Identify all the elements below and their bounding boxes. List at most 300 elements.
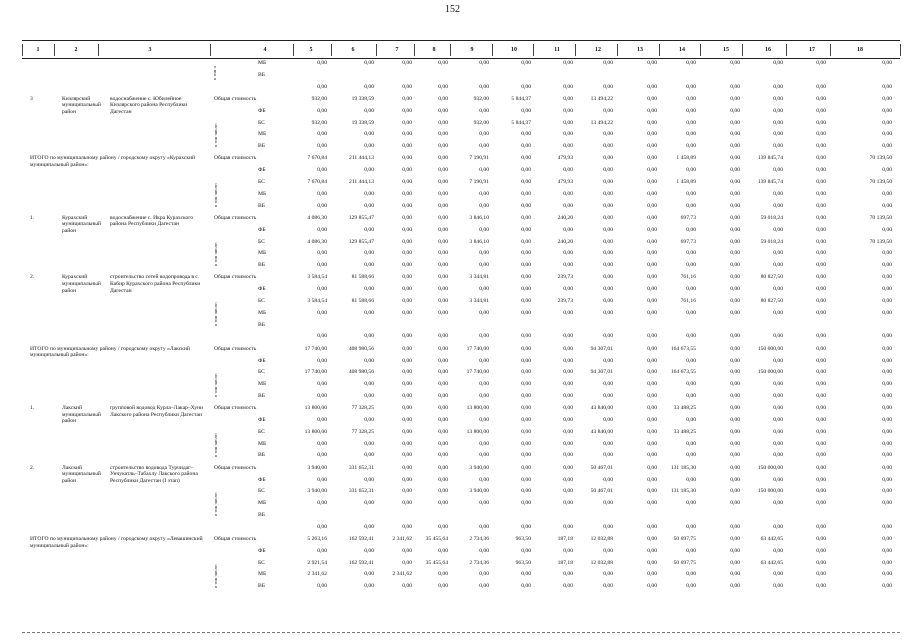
amount-cell: 0,00 (773, 428, 783, 435)
amount-cell: 0,00 (563, 286, 573, 293)
amount-cell: 0,00 (773, 417, 783, 423)
amount-cell: 0,00 (603, 333, 613, 340)
amount-cell: 150 000,00 (757, 488, 783, 495)
amount-cell: 0,00 (521, 60, 531, 66)
amount-cell: 0,00 (317, 190, 327, 197)
amount-cell: 0,00 (402, 309, 412, 316)
amount-cell: 0,00 (317, 333, 327, 340)
total-cost-label: Общая стоимость (214, 95, 257, 102)
amount-cell: 81 588,66 (351, 298, 374, 304)
amount-cell: 0,00 (647, 238, 657, 245)
amount-cell: 0,00 (647, 250, 657, 257)
amount-cell: 0,00 (479, 440, 489, 447)
funding-source-code: БС (258, 179, 265, 185)
amount-cell: 0,00 (816, 488, 826, 495)
amount-cell: 0,00 (364, 83, 374, 90)
funding-source-code: БС (258, 369, 265, 376)
amount-cell: 0,00 (521, 179, 531, 185)
amount-cell: 0,00 (438, 523, 448, 530)
amount-cell: 0,00 (816, 262, 826, 269)
amount-cell: 0,00 (438, 274, 448, 281)
amount-cell: 0,00 (479, 476, 489, 483)
amount-cell: 0,00 (479, 190, 489, 197)
amount-cell: 0,00 (521, 286, 531, 293)
amount-cell: 5 844,37 (511, 119, 531, 126)
header-divider (492, 44, 493, 56)
funding-source-code: ФБ (258, 167, 266, 174)
amount-cell: 17 740,00 (466, 345, 489, 352)
amount-cell: 0,00 (563, 452, 573, 459)
amount-cell: 35 455,64 (425, 536, 448, 542)
column-header: 1 (36, 47, 40, 53)
amount-cell: 0,00 (882, 143, 892, 150)
amount-cell: 0,00 (730, 131, 740, 138)
amount-cell: 211 444,13 (349, 155, 374, 162)
amount-cell: 0,00 (816, 286, 826, 293)
amount-cell: 0,00 (364, 357, 374, 364)
amount-cell: 0,00 (686, 452, 696, 459)
amount-cell: 0,00 (402, 417, 412, 423)
amount-cell: 0,00 (773, 143, 783, 150)
amount-cell: 0,00 (521, 405, 531, 412)
amount-cell: 0,00 (402, 167, 412, 174)
amount-cell: 932,00 (311, 95, 327, 102)
funding-source-code: ФБ (258, 357, 266, 364)
funding-source-code: БС (258, 428, 265, 435)
amount-cell: 0,00 (402, 190, 412, 197)
amount-cell: 2 341,62 (392, 536, 412, 542)
amount-cell: 408 980,56 (348, 369, 374, 376)
amount-cell: 0,00 (521, 547, 531, 554)
amount-cell: 70 139,50 (869, 179, 892, 185)
amount-cell: 0,00 (816, 428, 826, 435)
amount-cell: 0,00 (364, 167, 374, 174)
amount-cell: 63 442,65 (760, 559, 783, 566)
amount-cell: 0,00 (773, 309, 783, 316)
amount-cell: 0,00 (730, 226, 740, 233)
amount-cell: 0,00 (647, 190, 657, 197)
amount-cell: 0,00 (686, 143, 696, 150)
amount-cell: 0,00 (364, 286, 374, 293)
total-cost-label: Общая стоимость (214, 464, 257, 471)
amount-cell: 3 846,10 (469, 214, 489, 221)
amount-cell: 0,00 (479, 571, 489, 578)
amount-cell: 0,00 (603, 274, 613, 281)
amount-cell: 963,50 (515, 536, 531, 542)
column-header: 7 (395, 47, 399, 53)
amount-cell: 0,00 (479, 357, 489, 364)
amount-cell: 0,00 (402, 500, 412, 507)
amount-cell: 0,00 (816, 369, 826, 376)
amount-cell: 0,00 (647, 345, 657, 352)
amount-cell: 0,00 (647, 369, 657, 376)
amount-cell: 0,00 (882, 536, 892, 542)
amount-cell: 0,00 (647, 286, 657, 293)
amount-cell: 0,00 (402, 60, 412, 66)
amount-cell: 0,00 (603, 202, 613, 209)
column-header: 3 (148, 47, 152, 53)
amount-cell: 0,00 (816, 476, 826, 483)
total-cost-label: Общая стоимость (214, 345, 257, 352)
amount-cell: 0,00 (563, 131, 573, 138)
amount-cell: 0,00 (773, 119, 783, 126)
amount-cell: 0,00 (364, 107, 374, 114)
header-divider (742, 44, 743, 56)
amount-cell: 0,00 (521, 417, 531, 423)
amount-cell: 19 338,59 (351, 95, 374, 102)
row-number: 1. (30, 214, 35, 221)
amount-cell: 7 670,84 (307, 179, 327, 185)
object-name: водоснабжение с. Юбилейное Кизлярского района Республики Дагестан (110, 95, 188, 116)
amount-cell: 0,00 (730, 333, 740, 340)
amount-cell: 0,00 (647, 107, 657, 114)
amount-cell: 0,00 (816, 547, 826, 554)
amount-cell: 0,00 (686, 392, 696, 399)
amount-cell: 0,00 (521, 309, 531, 316)
funding-source-code: МБ (258, 440, 267, 447)
amount-cell: 0,00 (730, 392, 740, 399)
funding-source-code: ФБ (258, 547, 266, 554)
amount-cell: 0,00 (317, 309, 327, 316)
amount-cell: 0,00 (773, 476, 783, 483)
total-cost-label: Общая стоимость (214, 214, 257, 221)
amount-cell: 94 307,01 (590, 369, 613, 376)
amount-cell: 0,00 (882, 119, 892, 126)
header-divider (293, 44, 294, 56)
amount-cell: 0,00 (479, 381, 489, 388)
amount-cell: 0,00 (603, 262, 613, 269)
amount-cell: 0,00 (563, 428, 573, 435)
amount-cell: 932,00 (473, 95, 489, 102)
amount-cell: 0,00 (402, 523, 412, 530)
amount-cell: 43 840,00 (590, 428, 613, 435)
row-number: 2. (30, 464, 35, 471)
amount-cell: 0,00 (521, 369, 531, 376)
amount-cell: 0,00 (402, 143, 412, 150)
amount-cell: 0,00 (317, 452, 327, 459)
amount-cell: 0,00 (773, 547, 783, 554)
amount-cell: 94 307,01 (590, 345, 613, 352)
amount-cell: 0,00 (773, 95, 783, 102)
amount-cell: 17 740,00 (466, 369, 489, 376)
amount-cell: 50 467,01 (590, 464, 613, 471)
amount-cell: 0,00 (402, 440, 412, 447)
amount-cell: 0,00 (647, 559, 657, 566)
amount-cell: 43 840,00 (590, 405, 613, 412)
amount-cell: 0,00 (647, 452, 657, 459)
amount-cell: 0,00 (816, 95, 826, 102)
amount-cell: 0,00 (317, 500, 327, 507)
header-divider (830, 44, 831, 56)
amount-cell: 0,00 (402, 547, 412, 554)
amount-cell: 0,00 (521, 381, 531, 388)
funding-source-code: БС (258, 559, 265, 566)
amount-cell: 0,00 (603, 179, 613, 185)
row-number: 2. (30, 274, 35, 281)
amount-cell: 0,00 (686, 83, 696, 90)
amount-cell: 0,00 (686, 523, 696, 530)
header-divider (533, 44, 534, 56)
amount-cell: 0,00 (603, 107, 613, 114)
amount-cell: 0,00 (730, 298, 740, 304)
amount-cell: 0,00 (773, 583, 783, 590)
object-name: строительство сетей водопровода в с. Кабир Курахского района Республики Дагестан (110, 274, 201, 294)
amount-cell: 164 673,55 (670, 369, 696, 376)
column-header: 12 (595, 47, 601, 53)
amount-cell: 0,00 (647, 392, 657, 399)
amount-cell: 0,00 (882, 226, 892, 233)
amount-cell: 0,00 (686, 357, 696, 364)
amount-cell: 0,00 (563, 488, 573, 495)
amount-cell: 0,00 (686, 476, 696, 483)
amount-cell: 0,00 (730, 547, 740, 554)
amount-cell: 0,00 (730, 238, 740, 245)
amount-cell: 17 740,00 (304, 345, 327, 352)
amount-cell: 0,00 (686, 167, 696, 174)
amount-cell: 0,00 (364, 571, 374, 578)
amount-cell: 0,00 (563, 500, 573, 507)
amount-cell: 0,00 (647, 333, 657, 340)
funding-source-code: БС (258, 238, 265, 245)
amount-cell: 3 344,81 (469, 298, 489, 304)
amount-cell: 0,00 (882, 571, 892, 578)
amount-cell: 0,00 (402, 345, 412, 352)
amount-cell: 0,00 (521, 143, 531, 150)
amount-cell: 0,00 (647, 488, 657, 495)
amount-cell: 0,00 (603, 298, 613, 304)
amount-cell: 0,00 (402, 333, 412, 340)
header-divider (414, 44, 415, 56)
amount-cell: 0,00 (647, 167, 657, 174)
amount-cell: 0,00 (603, 357, 613, 364)
amount-cell: 0,00 (563, 119, 573, 126)
column-header: 16 (765, 47, 771, 53)
amount-cell: 0,00 (816, 345, 826, 352)
amount-cell: 0,00 (438, 417, 448, 423)
amount-cell: 129 855,47 (348, 238, 374, 245)
amount-cell: 0,00 (364, 190, 374, 197)
amount-cell: 0,00 (730, 262, 740, 269)
amount-cell: 0,00 (402, 286, 412, 293)
amount-cell: 211 444,13 (349, 179, 374, 185)
amount-cell: 0,00 (730, 440, 740, 447)
amount-cell: 0,00 (773, 500, 783, 507)
amount-cell: 0,00 (773, 250, 783, 257)
amount-cell: 0,00 (438, 238, 448, 245)
amount-cell: 963,50 (515, 559, 531, 566)
amount-cell: 0,00 (438, 250, 448, 257)
amount-cell: 0,00 (563, 345, 573, 352)
column-header: 8 (432, 47, 436, 53)
amount-cell: 0,00 (402, 107, 412, 114)
amount-cell: 0,00 (563, 107, 573, 114)
amount-cell: 0,00 (730, 95, 740, 102)
amount-cell: 0,00 (438, 107, 448, 114)
amount-cell: 0,00 (816, 214, 826, 221)
amount-cell: 0,00 (563, 417, 573, 423)
header-divider (575, 44, 576, 56)
amount-cell: 0,00 (364, 500, 374, 507)
funding-source-code: МБ (258, 60, 267, 66)
amount-cell: 0,00 (364, 131, 374, 138)
amount-cell: 0,00 (647, 357, 657, 364)
amount-cell: 0,00 (402, 392, 412, 399)
amount-cell: 240,20 (557, 214, 573, 221)
amount-cell: 0,00 (647, 583, 657, 590)
amount-cell: 0,00 (603, 131, 613, 138)
amount-cell: 0,00 (773, 523, 783, 530)
amount-cell: 0,00 (563, 405, 573, 412)
amount-cell: 12 032,88 (590, 536, 613, 542)
amount-cell: 0,00 (686, 440, 696, 447)
funding-source-code: МБ (258, 309, 267, 316)
amount-cell: 0,00 (521, 226, 531, 233)
amount-cell: 150 000,00 (757, 345, 783, 352)
amount-cell: 0,00 (773, 452, 783, 459)
amount-cell: 0,00 (438, 226, 448, 233)
column-header: 17 (809, 47, 815, 53)
amount-cell: 0,00 (402, 119, 412, 126)
amount-cell: 0,00 (686, 226, 696, 233)
amount-cell: 0,00 (686, 571, 696, 578)
amount-cell: 0,00 (816, 202, 826, 209)
amount-cell: 0,00 (730, 309, 740, 316)
amount-cell: 0,00 (438, 488, 448, 495)
amount-cell: 0,00 (438, 155, 448, 162)
funding-source-code: ВБ (258, 262, 265, 269)
amount-cell: 0,00 (773, 226, 783, 233)
amount-cell: 0,00 (686, 131, 696, 138)
amount-cell: 0,00 (816, 440, 826, 447)
amount-cell: 0,00 (438, 179, 448, 185)
amount-cell: 12 032,88 (590, 559, 613, 566)
amount-cell: 0,00 (686, 60, 696, 66)
amount-cell: 0,00 (647, 428, 657, 435)
amount-cell: 0,00 (521, 583, 531, 590)
amount-cell: 0,00 (402, 381, 412, 388)
amount-cell: 0,00 (686, 262, 696, 269)
column-header: 11 (554, 47, 560, 53)
amount-cell: 0,00 (563, 202, 573, 209)
amount-cell: 0,00 (773, 286, 783, 293)
object-name: строительство водовода Турчидаг–Унчукатль–Табахлу Лакского района Республики Дагестан (I этап) (110, 464, 198, 484)
amount-cell: 0,00 (686, 107, 696, 114)
amount-cell: 0,00 (882, 547, 892, 554)
column-header: 18 (857, 47, 863, 53)
amount-cell: 80 827,50 (760, 274, 783, 281)
amount-cell: 0,00 (686, 95, 696, 102)
funding-source-code: БС (258, 488, 265, 495)
amount-cell: 50 697,75 (673, 559, 696, 566)
amount-cell: 13 800,00 (466, 405, 489, 412)
amount-cell: 0,00 (563, 476, 573, 483)
amount-cell: 0,00 (563, 60, 573, 66)
amount-cell: 761,16 (680, 298, 696, 304)
amount-cell: 0,00 (647, 179, 657, 185)
amount-cell: 0,00 (882, 190, 892, 197)
amount-cell: 0,00 (730, 405, 740, 412)
amount-cell: 0,00 (882, 392, 892, 399)
amount-cell: 131 185,30 (670, 464, 696, 471)
amount-cell: 0,00 (882, 559, 892, 566)
amount-cell: 0,00 (317, 262, 327, 269)
amount-cell: 0,00 (479, 547, 489, 554)
amount-cell: 0,00 (816, 583, 826, 590)
amount-cell: 0,00 (521, 392, 531, 399)
amount-cell: 0,00 (317, 417, 327, 423)
object-name: групповой водовод Курла–Лакар–Хуни Лакского района Республики Дагестан (110, 405, 203, 418)
amount-cell: 77 328,25 (351, 405, 374, 412)
header-bottom-rule (22, 58, 900, 59)
amount-cell: 59 018,24 (760, 214, 783, 221)
amount-cell: 0,00 (402, 250, 412, 257)
funding-source-code: ВБ (258, 392, 265, 399)
amount-cell: 0,00 (816, 452, 826, 459)
amount-cell: 0,00 (603, 523, 613, 530)
funding-source-code: ВБ (258, 71, 265, 78)
amount-cell: 4 086,30 (307, 238, 327, 245)
amount-cell: 0,00 (521, 274, 531, 281)
amount-cell: 80 827,50 (760, 298, 783, 304)
amount-cell: 0,00 (816, 392, 826, 399)
object-name: водоснабжение с. Икра Курахского района Республики Дагестан (110, 214, 194, 228)
header-divider (700, 44, 701, 56)
in-total-vertical-label: в том числе: (213, 242, 218, 267)
header-top-rule (22, 40, 900, 41)
funding-source-code: МБ (258, 381, 267, 388)
amount-cell: 139 845,74 (757, 179, 783, 185)
amount-cell: 0,00 (479, 309, 489, 316)
amount-cell: 0,00 (730, 536, 740, 542)
funding-source-code: МБ (258, 500, 267, 507)
amount-cell: 0,00 (402, 428, 412, 435)
amount-cell: 0,00 (647, 95, 657, 102)
amount-cell: 0,00 (686, 381, 696, 388)
amount-cell: 0,00 (364, 143, 374, 150)
amount-cell: 0,00 (479, 262, 489, 269)
page-number: 152 (445, 4, 460, 15)
amount-cell: 0,00 (438, 392, 448, 399)
amount-cell: 0,00 (882, 131, 892, 138)
amount-cell: 0,00 (479, 131, 489, 138)
amount-cell: 0,00 (773, 167, 783, 174)
amount-cell: 0,00 (730, 345, 740, 352)
amount-cell: 0,00 (730, 190, 740, 197)
amount-cell: 0,00 (882, 523, 892, 530)
amount-cell: 0,00 (730, 500, 740, 507)
district-name: Кизлярский муниципальный район (62, 95, 101, 116)
amount-cell: 0,00 (317, 167, 327, 174)
amount-cell: 0,00 (479, 583, 489, 590)
amount-cell: 0,00 (603, 238, 613, 245)
in-total-vertical-label: в том числе: (213, 183, 218, 207)
column-header: 9 (470, 47, 474, 53)
amount-cell: 3 584,54 (307, 274, 327, 281)
amount-cell: 0,00 (686, 547, 696, 554)
funding-source-code: МБ (258, 190, 267, 197)
amount-cell: 3 940,00 (469, 488, 489, 495)
amount-cell: 0,00 (402, 298, 412, 304)
amount-cell: 0,00 (816, 417, 826, 423)
amount-cell: 0,00 (317, 60, 327, 66)
amount-cell: 0,00 (647, 274, 657, 281)
amount-cell: 5 844,37 (511, 95, 531, 102)
amount-cell: 162 592,41 (348, 559, 374, 566)
amount-cell: 0,00 (438, 547, 448, 554)
amount-cell: 0,00 (402, 488, 412, 495)
amount-cell: 0,00 (816, 107, 826, 114)
amount-cell: 0,00 (317, 440, 327, 447)
